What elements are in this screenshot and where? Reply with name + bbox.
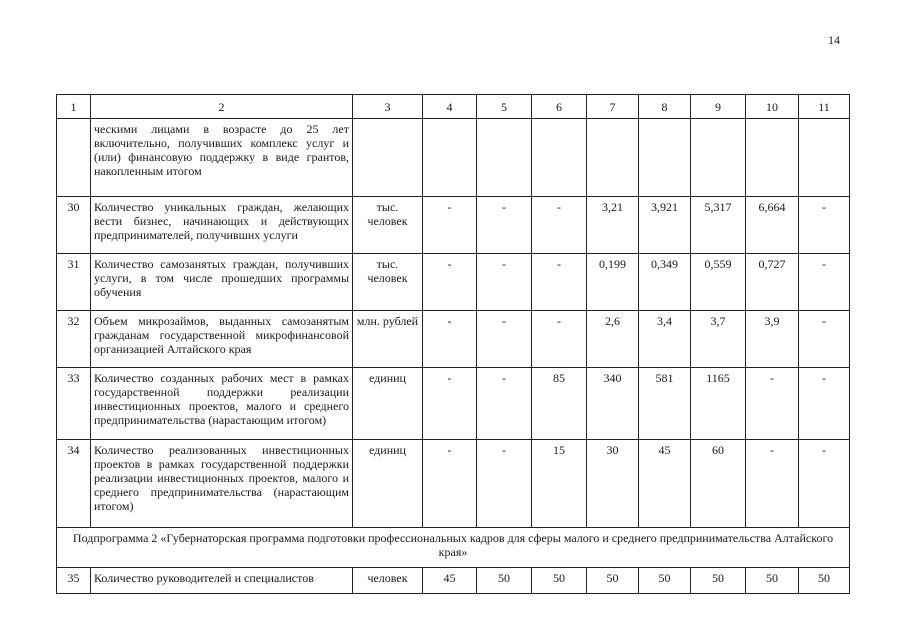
col-header: 10	[746, 95, 799, 119]
col-header: 3	[353, 95, 423, 119]
indicator-name: Количество руководителей и специалистов	[91, 568, 353, 594]
cell	[423, 119, 477, 197]
value: -	[423, 440, 477, 528]
col-header: 2	[91, 95, 353, 119]
row-number: 34	[57, 440, 91, 528]
col-header: 8	[639, 95, 691, 119]
row-number: 31	[57, 254, 91, 311]
value: -	[532, 311, 587, 368]
value: 50	[691, 568, 746, 594]
row-number: 35	[57, 568, 91, 594]
col-header: 1	[57, 95, 91, 119]
indicator-name: Количество самозанятых граждан, получивших услуги, в том числе прошедших программы обучения	[91, 254, 353, 311]
value: 3,9	[746, 311, 799, 368]
indicator-name: Количество реализованных инвестиционных проектов в рамках государственной поддержки реализации инвестиционных проектов, малого и среднего предпринимательства (нарастающим итогом)	[91, 440, 353, 528]
value: 15	[532, 440, 587, 528]
indicator-name: Количество уникальных граждан, желающих вести бизнес, начинающих и действующих предпринимателей, получивших услуги	[91, 197, 353, 254]
unit: тыс. человек	[353, 254, 423, 311]
value: 0,199	[587, 254, 639, 311]
cell	[353, 119, 423, 197]
table-row-continued	[57, 119, 850, 197]
page-number: 14	[828, 33, 840, 47]
indicator-name: Объем микрозаймов, выданных самозанятым гражданам государственной микрофинансовой организацией Алтайского края	[91, 311, 353, 368]
row-number: 32	[57, 311, 91, 368]
cell	[477, 119, 532, 197]
indicator-name: ческими лицами в возрасте до 25 лет включительно, получивших комплекс услуг и (или) финансовую поддержку в виде грантов, накопленным итогом	[91, 119, 353, 197]
value: 3,921	[639, 197, 691, 254]
cell	[639, 119, 691, 197]
value: 0,727	[746, 254, 799, 311]
value: -	[799, 368, 850, 440]
value: -	[477, 254, 532, 311]
value: 581	[639, 368, 691, 440]
table-row	[57, 368, 850, 440]
value: -	[477, 197, 532, 254]
value: 50	[532, 568, 587, 594]
value: -	[532, 254, 587, 311]
value: -	[799, 197, 850, 254]
value: 50	[477, 568, 532, 594]
value: 1165	[691, 368, 746, 440]
unit: человек	[353, 568, 423, 594]
value: -	[423, 368, 477, 440]
value: -	[477, 368, 532, 440]
value: -	[746, 440, 799, 528]
row-number: 30	[57, 197, 91, 254]
table-row	[57, 440, 850, 528]
subprogram-title: Подпрограмма 2 «Губернаторская программа подготовки профессиональных кадров для сферы малого и среднего предпринимательства Алтайского края»	[57, 528, 850, 568]
unit: единиц	[353, 368, 423, 440]
value: 45	[639, 440, 691, 528]
value: 0,559	[691, 254, 746, 311]
value: -	[799, 311, 850, 368]
table-row	[57, 254, 850, 311]
value: 6,664	[746, 197, 799, 254]
unit: единиц	[353, 440, 423, 528]
value: -	[799, 440, 850, 528]
value: -	[423, 254, 477, 311]
value: 30	[587, 440, 639, 528]
col-header: 9	[691, 95, 746, 119]
col-header: 11	[799, 95, 850, 119]
value: 3,7	[691, 311, 746, 368]
header-row	[57, 95, 850, 119]
value: 60	[691, 440, 746, 528]
table-row	[57, 311, 850, 368]
value: 50	[799, 568, 850, 594]
value: -	[532, 197, 587, 254]
value: 0,349	[639, 254, 691, 311]
indicator-name: Количество созданных рабочих мест в рамках государственной поддержки реализации инвестиционных проектов, малого и среднего предпринимательства (нарастающим итогом)	[91, 368, 353, 440]
value: -	[477, 440, 532, 528]
table-row	[57, 197, 850, 254]
cell	[746, 119, 799, 197]
unit: млн. рублей	[353, 311, 423, 368]
value: 3,21	[587, 197, 639, 254]
value: 3,4	[639, 311, 691, 368]
value: -	[423, 197, 477, 254]
row-number: 33	[57, 368, 91, 440]
value: -	[799, 254, 850, 311]
value: 50	[746, 568, 799, 594]
value: 85	[532, 368, 587, 440]
indicators-table	[56, 94, 850, 594]
cell	[691, 119, 746, 197]
value: 50	[639, 568, 691, 594]
cell	[587, 119, 639, 197]
value: 2,6	[587, 311, 639, 368]
subprogram-row	[57, 528, 850, 568]
col-header: 6	[532, 95, 587, 119]
table-row	[57, 568, 850, 594]
col-header: 4	[423, 95, 477, 119]
value: 50	[587, 568, 639, 594]
value: 340	[587, 368, 639, 440]
value: -	[746, 368, 799, 440]
cell	[799, 119, 850, 197]
cell	[532, 119, 587, 197]
unit: тыс. человек	[353, 197, 423, 254]
col-header: 7	[587, 95, 639, 119]
col-header: 5	[477, 95, 532, 119]
value: 45	[423, 568, 477, 594]
value: 5,317	[691, 197, 746, 254]
value: -	[423, 311, 477, 368]
cell	[57, 119, 91, 197]
value: -	[477, 311, 532, 368]
